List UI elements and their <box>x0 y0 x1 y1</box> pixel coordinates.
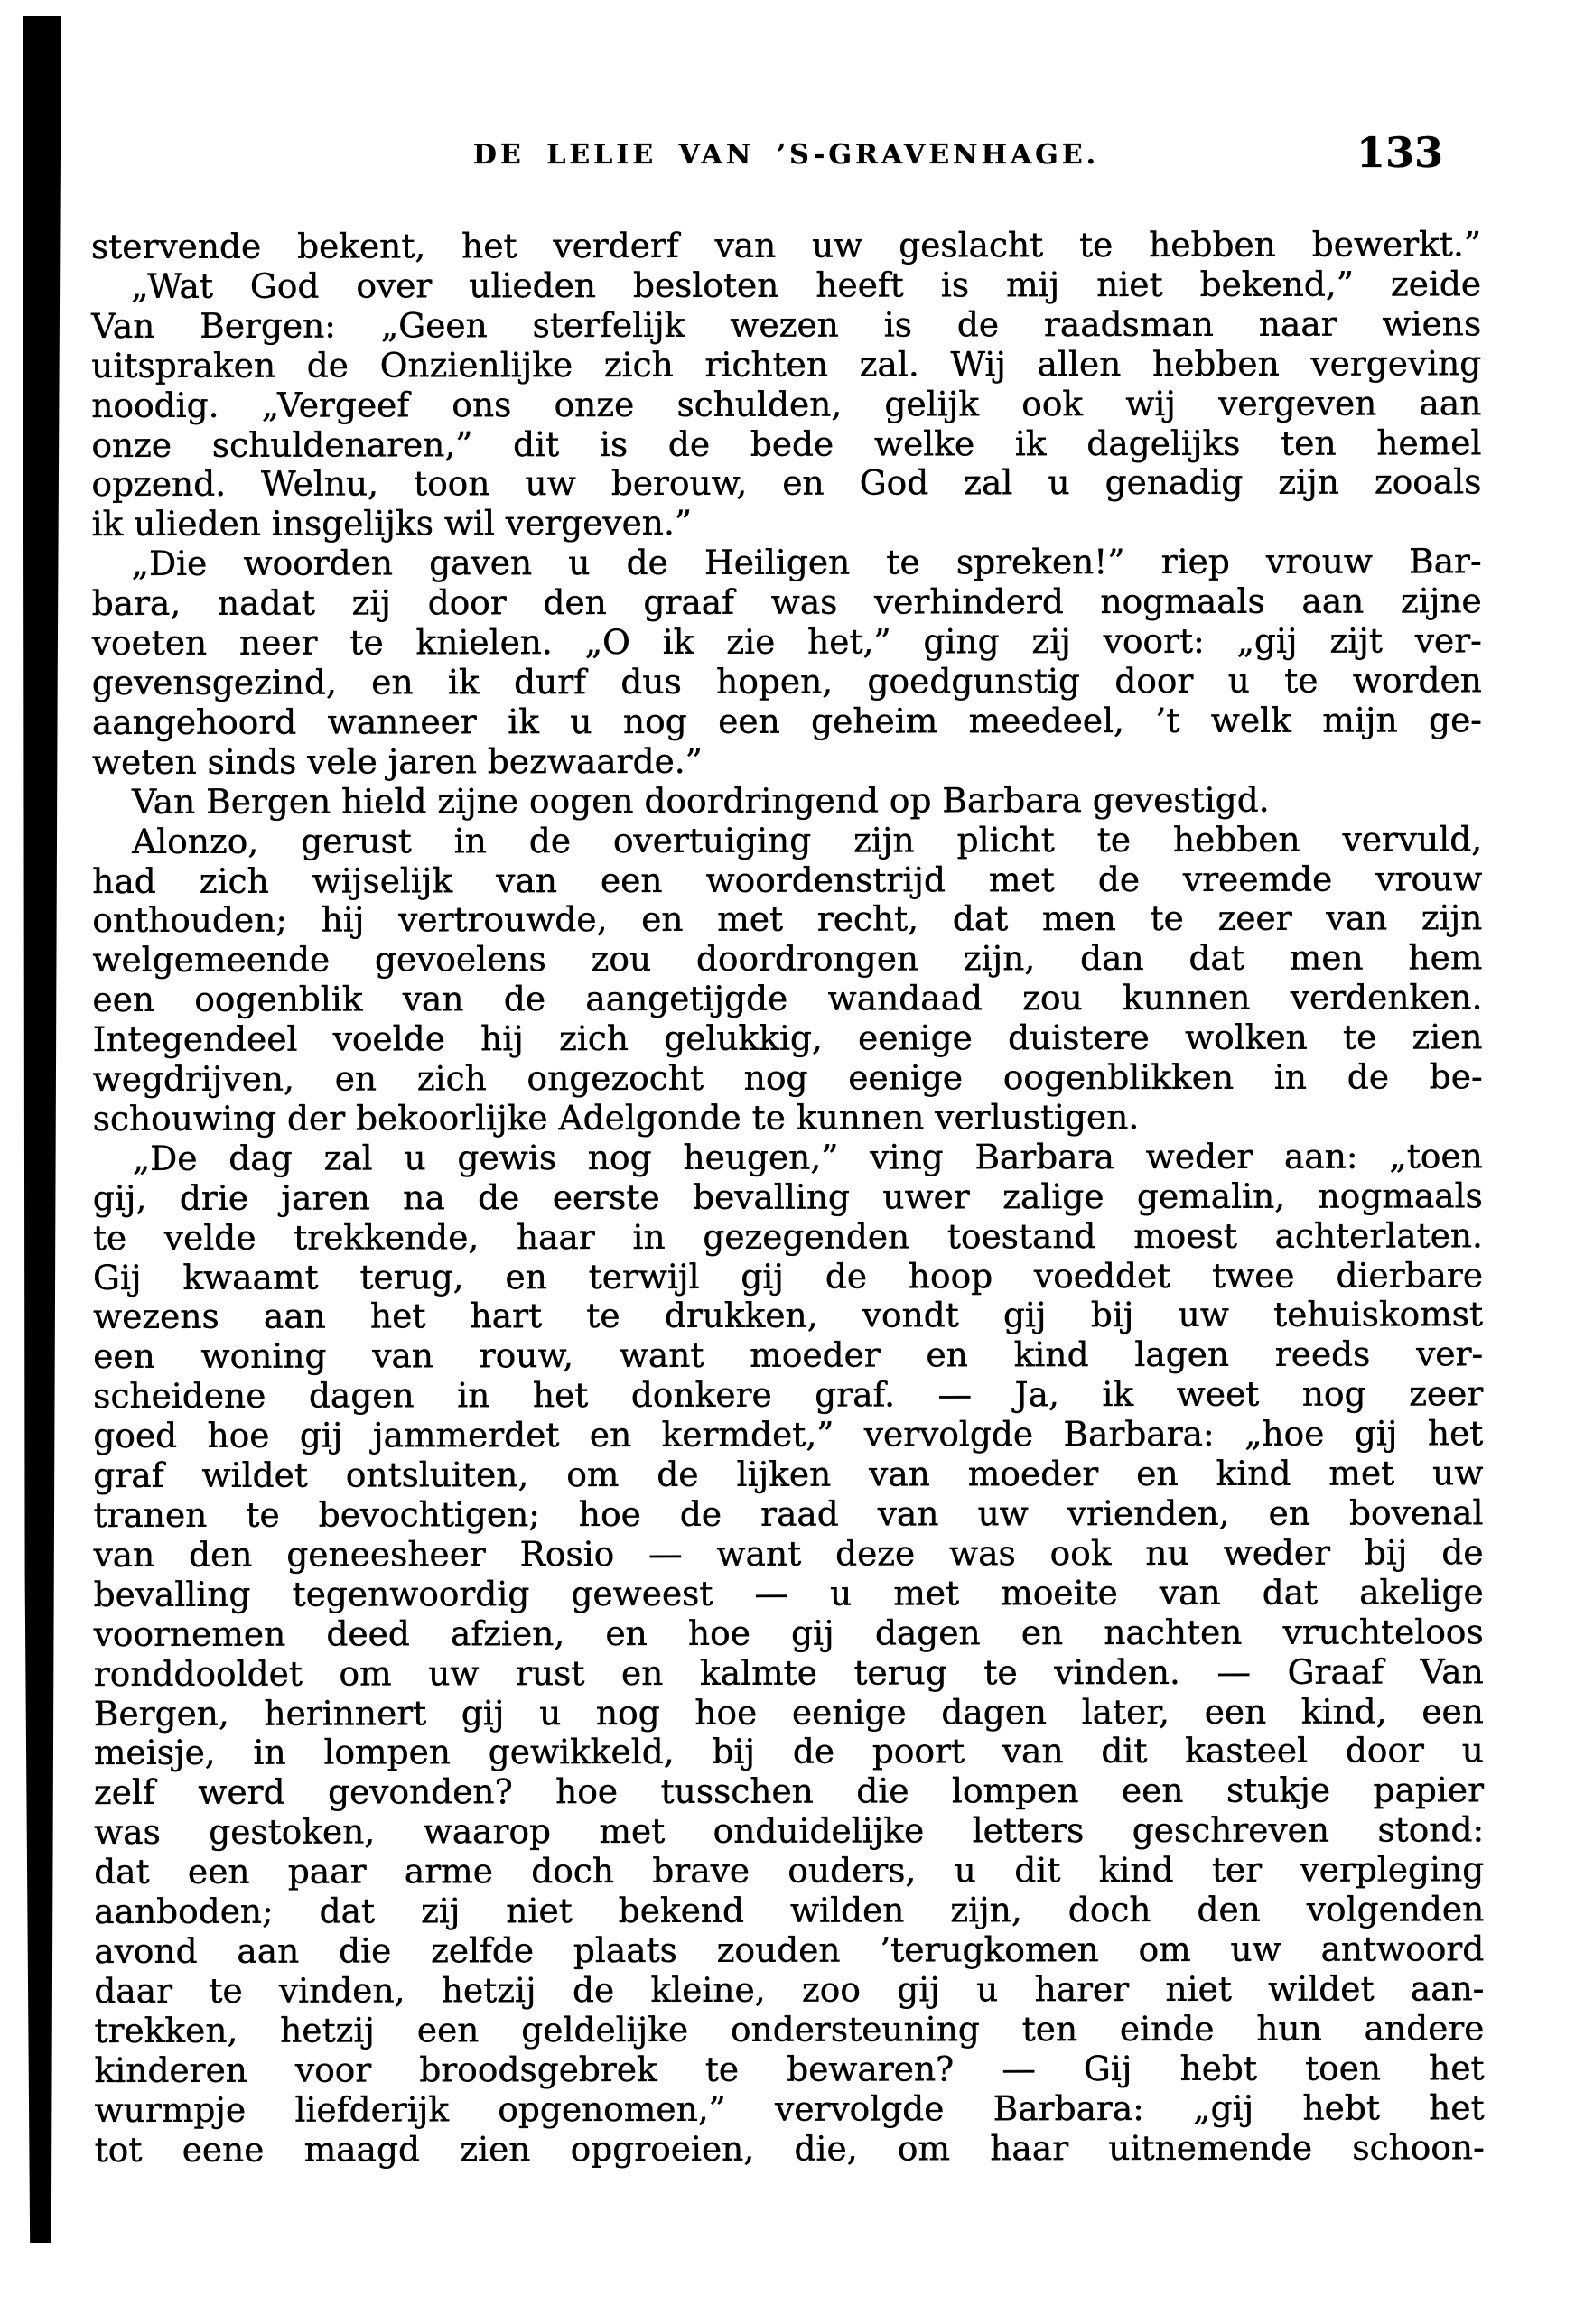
text-line: van den geneesheer Rosio — want deze was ook nu weder bij de <box>93 1532 1484 1575</box>
text-line: ik ulieden insgelijks wil vergeven.” <box>91 503 693 544</box>
text-line: „Die woorden gaven u de Heiligen te spreken!” riep vrouw Bar- <box>131 541 1482 584</box>
text-line: kinderen voor broodsgebrek te bewaren? — Gij hebt toen het <box>94 2047 1485 2090</box>
text-line: bara, nadat zij door den graaf was verhinderd nogmaals aan zijne <box>91 581 1482 624</box>
text-line: goed hoe gij jammerdet en kermdet,” vervolgde Barbara: „hoe gij het <box>93 1413 1484 1456</box>
text-line: Van Bergen hield zijne oogen doordringend op Barbara gevestigd. <box>132 779 1270 822</box>
text-line: tranen te bevochtigen; hoe de raad van uw vrienden, en bovenal <box>93 1492 1484 1535</box>
text-line: wegdrijven, en zich ongezocht nog eenige oogenblikken in de be- <box>92 1056 1483 1100</box>
text-line: onthouden; hij vertrouwde, en met recht, dat men te zeer van zijn <box>92 897 1483 941</box>
text-line: scheidene dagen in het donkere graf. — Ja, ik weet nog zeer <box>93 1373 1484 1417</box>
text-line: gij, drie jaren na de eerste bevalling uwer zalige gemalin, nogmaals <box>92 1176 1483 1218</box>
text-line: aangehoord wanneer ik u nog een geheim meedeel, ’t welk mijn ge- <box>91 700 1482 742</box>
text-line: was gestoken, waarop met onduidelijke letters geschreven stond: <box>94 1809 1485 1853</box>
text-line: Gij kwaamt terug, en terwijl gij de hoop voeddet twee dierbare <box>92 1254 1484 1297</box>
text-line: een oogenblik van de aangetijgde wandaad zou kunnen verdenken. <box>92 977 1483 1020</box>
text-line: ronddooldet om uw rust en kalmte terug te vinden. — Graaf Van <box>93 1650 1484 1694</box>
text-line: „Wat God over ulieden besloten heeft is mij niet bekend,” zeide <box>131 264 1482 306</box>
text-line: Bergen, herinnert gij u nog hoe eenige dagen later, een kind, een <box>93 1690 1484 1734</box>
text-line: voornemen deed afzien, en hoe gij dagen en nachten vruchteloos <box>93 1612 1484 1654</box>
text-line: welgemeende gevoelens zou doordrongen zijn, dan dat men hem <box>92 937 1483 981</box>
text-line: weten sinds vele jaren bezwaarde.” <box>91 740 703 782</box>
text-line: schouwing der bekoorlijke Adelgonde te kunnen verlustigen. <box>92 1096 1140 1139</box>
text-line: te velde trekkende, haar in gezegenden toestand moest achterlaten. <box>92 1214 1483 1258</box>
text-line: daar te vinden, hetzij de kleine, zoo gij u harer niet wildet aan- <box>94 1968 1485 2011</box>
text-line: „De dag zal u gewis nog heugen,” ving Barbara weder aan: „toen <box>132 1136 1483 1178</box>
text-line: tot eene maagd zien opgroeien, die, om haar uitnemende schoon- <box>94 2126 1485 2170</box>
page-header-title: DE LELIE VAN ’S-GRAVENHAGE. <box>472 139 1100 171</box>
text-line: noodig. „Vergeef ons onze schulden, gelijk ook wij vergeven aan <box>91 382 1482 425</box>
scan-binding-bar <box>23 16 61 2243</box>
text-line: Alonzo, gerust in de overtuiging zijn plicht te hebben vervuld, <box>132 818 1483 861</box>
text-line: onze schuldenaren,” dit is de bede welke ik dagelijks ten hemel <box>91 422 1482 465</box>
text-line: graf wildet ontsluiten, om de lijken van moeder en kind met uw <box>93 1453 1484 1496</box>
text-line: trekken, hetzij een geldelijke ondersteuning ten einde hun andere <box>94 2008 1485 2050</box>
text-line: Integendeel voelde hij zich gelukkig, eenige duistere wolken te zien <box>92 1017 1483 1060</box>
text-line: een woning van rouw, want moeder en kind lagen reeds ver- <box>93 1334 1484 1377</box>
page-body <box>91 225 1485 2170</box>
page-number: 133 <box>1356 128 1443 177</box>
text-line: aanboden; dat zij niet bekend wilden zijn, doch den volgenden <box>94 1889 1485 1932</box>
text-line: opzend. Welnu, toon uw berouw, en God zal u genadig zijn zooals <box>91 461 1482 505</box>
text-line: zelf werd gevonden? hoe tusschen die lompen een stukje papier <box>93 1770 1485 1813</box>
text-line: gevensgezind, en ik durf dus hopen, goedgunstig door u te worden <box>91 660 1482 702</box>
text-line: Van Bergen: „Geen sterfelijk wezen is de raadsman naar wiens <box>91 303 1482 346</box>
text-line: had zich wijselijk van een woordenstrijd met de vreemde vrouw <box>92 858 1483 901</box>
text-line: uitspraken de Onzienlijke zich richten zal. Wij allen hebben vergeving <box>91 343 1482 386</box>
running-header <box>91 128 1481 181</box>
text-line: wurmpje liefderijk opgenomen,” vervolgde Barbara: „gij hebt het <box>94 2087 1485 2130</box>
text-line: wezens aan het hart te drukken, vondt gij bij uw tehuiskomst <box>93 1294 1484 1337</box>
text-line: stervende bekent, het verderf van uw geslacht te hebben bewerkt.” <box>90 224 1482 266</box>
text-line: dat een paar arme doch brave ouders, u dit kind ter verpleging <box>94 1849 1485 1892</box>
text-line: bevalling tegenwoordig geweest — u met moeite van dat akelige <box>93 1572 1484 1614</box>
text-line: meisje, in lompen gewikkeld, bij de poort van dit kasteel door u <box>93 1730 1484 1773</box>
text-line: voeten neer te knielen. „O ik zie het,” ging zij voort: „gij zijt ver- <box>91 620 1482 664</box>
text-line: avond aan die zelfde plaats zouden ’terugkomen om uw antwoord <box>94 1929 1485 1971</box>
